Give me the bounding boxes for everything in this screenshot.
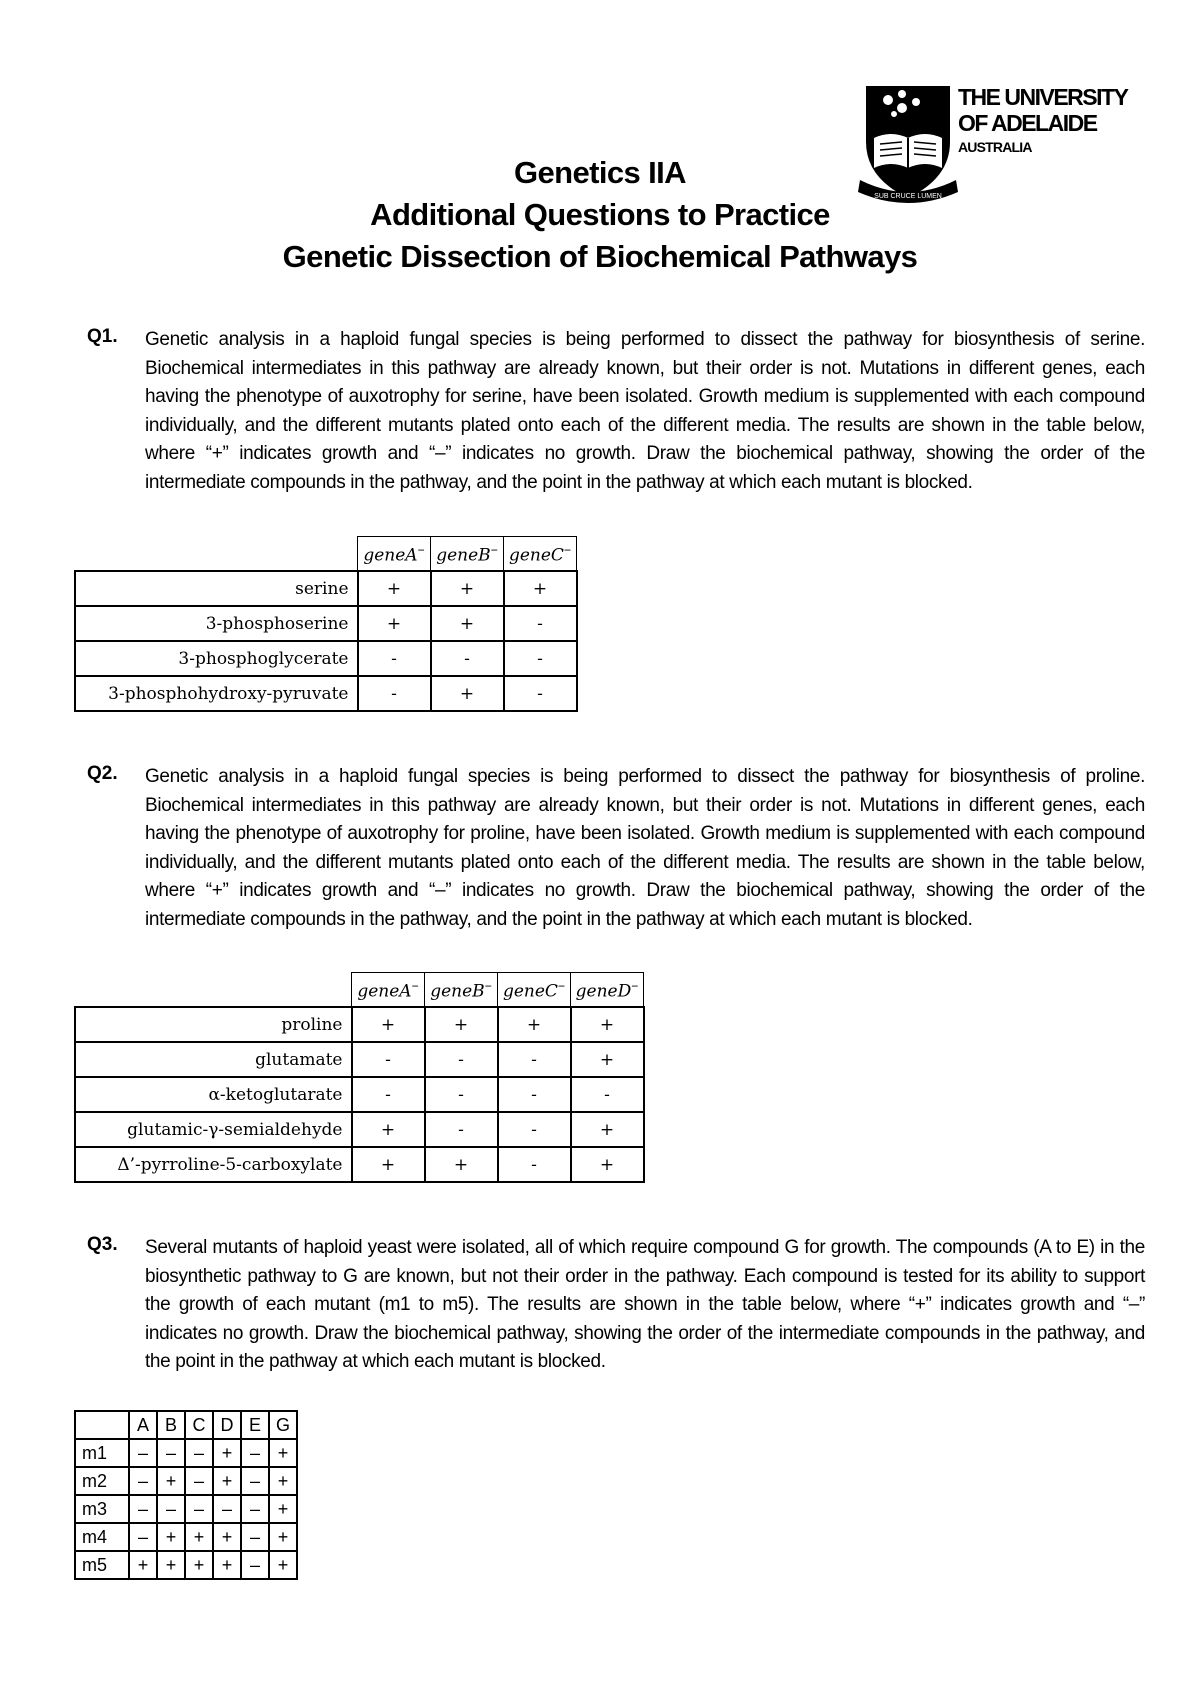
table-cell: – xyxy=(241,1495,269,1523)
q3-table-corner xyxy=(75,1411,129,1439)
q2-label: Q2. xyxy=(87,763,118,784)
row-label: m2 xyxy=(75,1467,129,1495)
q1-label: Q1. xyxy=(87,326,118,347)
table-cell: + xyxy=(352,1112,425,1147)
table-cell: + xyxy=(157,1523,185,1551)
table-cell: - xyxy=(352,1042,425,1077)
table-cell: + xyxy=(571,1147,644,1182)
title-subtitle: Additional Questions to Practice xyxy=(370,197,830,232)
table-cell: + xyxy=(185,1551,213,1579)
table-cell: + xyxy=(269,1467,297,1495)
table-row xyxy=(75,676,577,711)
q3-header-cell: B xyxy=(157,1411,185,1439)
row-label: 3-phosphohydroxy-pyruvate xyxy=(75,676,358,711)
table-cell: + xyxy=(504,571,577,606)
table-row xyxy=(75,1439,297,1467)
q2-header-cell: geneA– xyxy=(352,973,425,1008)
table-cell: + xyxy=(269,1523,297,1551)
table-cell: + xyxy=(352,1147,425,1182)
table-cell: - xyxy=(504,641,577,676)
logo-text-line3: AUSTRALIA xyxy=(958,139,1032,155)
row-label: glutamate xyxy=(75,1042,352,1077)
table-row xyxy=(75,641,577,676)
row-label: glutamic-γ-semialdehyde xyxy=(75,1112,352,1147)
q1-table-corner xyxy=(75,537,358,572)
table-cell: + xyxy=(213,1439,241,1467)
table-cell: + xyxy=(571,1042,644,1077)
table-cell: + xyxy=(425,1007,498,1042)
q1-header-cell: geneC– xyxy=(504,537,577,572)
table-cell: + xyxy=(185,1523,213,1551)
table-cell: - xyxy=(504,606,577,641)
table-cell: – xyxy=(185,1467,213,1495)
table-cell: + xyxy=(213,1551,241,1579)
table-cell: – xyxy=(241,1439,269,1467)
table-cell: - xyxy=(425,1112,498,1147)
table-cell: + xyxy=(269,1439,297,1467)
table-cell: + xyxy=(269,1495,297,1523)
table-cell: + xyxy=(213,1523,241,1551)
q2-text: Genetic analysis in a haploid fungal species is being performed to dissect the pathway for biosynthesis of proline. Biochemical intermediates in this pathway are already known, but their order is not. Mutations in different genes, each having the phenotype of auxotrophy for proline, have been isolated. Growth medium is supplemented with each compound individually, and the different mutants plated onto each of the different media. The results are shown in the table below, where “+” indicates growth and “–” indicates no growth. Draw the biochemical pathway, showing the order of the intermediate compounds in the pathway, and the point in the pathway at which each mutant is blocked. xyxy=(145,766,1145,930)
table-cell: – xyxy=(157,1495,185,1523)
q3-header-cell: C xyxy=(185,1411,213,1439)
q3-header-cell: E xyxy=(241,1411,269,1439)
logo-text-line2: OF ADELAIDE xyxy=(958,110,1097,136)
table-cell: - xyxy=(358,641,431,676)
q2-header-cell: geneC– xyxy=(498,973,571,1008)
table-cell: + xyxy=(571,1007,644,1042)
table-row xyxy=(75,1042,644,1077)
q1-table-header xyxy=(75,537,577,572)
q3-label: Q3. xyxy=(87,1234,118,1255)
table-cell: – xyxy=(185,1439,213,1467)
q1-header-cell: geneA– xyxy=(358,537,431,572)
q2-table-header xyxy=(75,973,644,1008)
table-row xyxy=(75,571,577,606)
table-cell: - xyxy=(498,1112,571,1147)
table-row xyxy=(75,1551,297,1579)
table-cell: – xyxy=(241,1551,269,1579)
table-cell: + xyxy=(431,571,504,606)
q3-table xyxy=(74,1410,298,1580)
q1-table xyxy=(74,536,578,712)
table-cell: – xyxy=(129,1495,157,1523)
table-row xyxy=(75,1007,644,1042)
table-cell: – xyxy=(241,1523,269,1551)
row-label: proline xyxy=(75,1007,352,1042)
row-label: m4 xyxy=(75,1523,129,1551)
table-row xyxy=(75,1495,297,1523)
table-cell: + xyxy=(431,676,504,711)
table-row xyxy=(75,1112,644,1147)
table-cell: - xyxy=(498,1077,571,1112)
table-row xyxy=(75,1077,644,1112)
table-cell: - xyxy=(498,1147,571,1182)
table-cell: – xyxy=(129,1523,157,1551)
row-label: m1 xyxy=(75,1439,129,1467)
table-cell: + xyxy=(269,1551,297,1579)
q3-header-cell: D xyxy=(213,1411,241,1439)
q1-text: Genetic analysis in a haploid fungal species is being performed to dissect the pathway for biosynthesis of serine. Biochemical intermediates in this pathway are already known, but their order is not. Mutations in different genes, each having the phenotype of auxotrophy for serine, have been isolated. Growth medium is supplemented with each compound individually, and the different mutants plated onto each of the different media. The results are shown in the table below, where “+” indicates growth and “–” indicates no growth. Draw the biochemical pathway, showing the order of the intermediate compounds in the pathway, and the point in the pathway at which each mutant is blocked. xyxy=(145,329,1145,493)
table-cell: - xyxy=(498,1042,571,1077)
row-label: 3-phosphoserine xyxy=(75,606,358,641)
table-cell: – xyxy=(241,1467,269,1495)
table-cell: – xyxy=(185,1495,213,1523)
title-topic: Genetic Dissection of Biochemical Pathways xyxy=(282,239,918,274)
table-cell: + xyxy=(157,1467,185,1495)
table-cell: - xyxy=(425,1042,498,1077)
row-label: Δ’-pyrroline-5-carboxylate xyxy=(75,1147,352,1182)
table-row xyxy=(75,1147,644,1182)
table-cell: + xyxy=(129,1551,157,1579)
table-cell: + xyxy=(358,606,431,641)
table-cell: - xyxy=(358,676,431,711)
row-label: m5 xyxy=(75,1551,129,1579)
table-cell: – xyxy=(157,1439,185,1467)
row-label: 3-phosphoglycerate xyxy=(75,641,358,676)
table-cell: – xyxy=(129,1467,157,1495)
row-label: m3 xyxy=(75,1495,129,1523)
q2-table xyxy=(74,972,645,1183)
table-cell: + xyxy=(431,606,504,641)
table-row xyxy=(75,1523,297,1551)
table-cell: - xyxy=(425,1077,498,1112)
table-cell: – xyxy=(129,1439,157,1467)
table-cell: + xyxy=(213,1467,241,1495)
table-cell: - xyxy=(504,676,577,711)
table-cell: + xyxy=(425,1147,498,1182)
q1-header-cell: geneB– xyxy=(431,537,504,572)
table-cell: + xyxy=(358,571,431,606)
q2-header-cell: geneB– xyxy=(425,973,498,1008)
table-cell: - xyxy=(571,1077,644,1112)
q3-header-cell: A xyxy=(129,1411,157,1439)
logo-text-line1: THE UNIVERSITY xyxy=(958,84,1128,110)
document-title xyxy=(0,152,1200,278)
svg-text:SUB CRUCE LUMEN: SUB CRUCE LUMEN xyxy=(874,193,942,200)
row-label: α-ketoglutarate xyxy=(75,1077,352,1112)
q3-text: Several mutants of haploid yeast were isolated, all of which require compound G for growth. The compounds (A to E) in the biosynthetic pathway to G are known, but not their order in the pathway. Each compound is tested for its ability to support the growth of each mutant (m1 to m5). The results are shown in the table below, where “+” indicates growth and “–” indicates no growth. Draw the biochemical pathway, showing the order of the intermediate compounds in the pathway, and the point in the pathway at which each mutant is blocked. xyxy=(145,1237,1145,1372)
q2-table-corner xyxy=(75,973,352,1008)
q2-header-cell: geneD– xyxy=(571,973,644,1008)
table-cell: - xyxy=(431,641,504,676)
table-cell: + xyxy=(157,1551,185,1579)
table-cell: + xyxy=(498,1007,571,1042)
row-label: serine xyxy=(75,571,358,606)
table-row xyxy=(75,606,577,641)
title-course: Genetics IIA xyxy=(514,155,686,190)
q3-table-header xyxy=(75,1411,297,1439)
table-cell: + xyxy=(571,1112,644,1147)
table-cell: + xyxy=(352,1007,425,1042)
q3-header-cell: G xyxy=(269,1411,297,1439)
table-row xyxy=(75,1467,297,1495)
table-cell: – xyxy=(213,1495,241,1523)
table-cell: - xyxy=(352,1077,425,1112)
